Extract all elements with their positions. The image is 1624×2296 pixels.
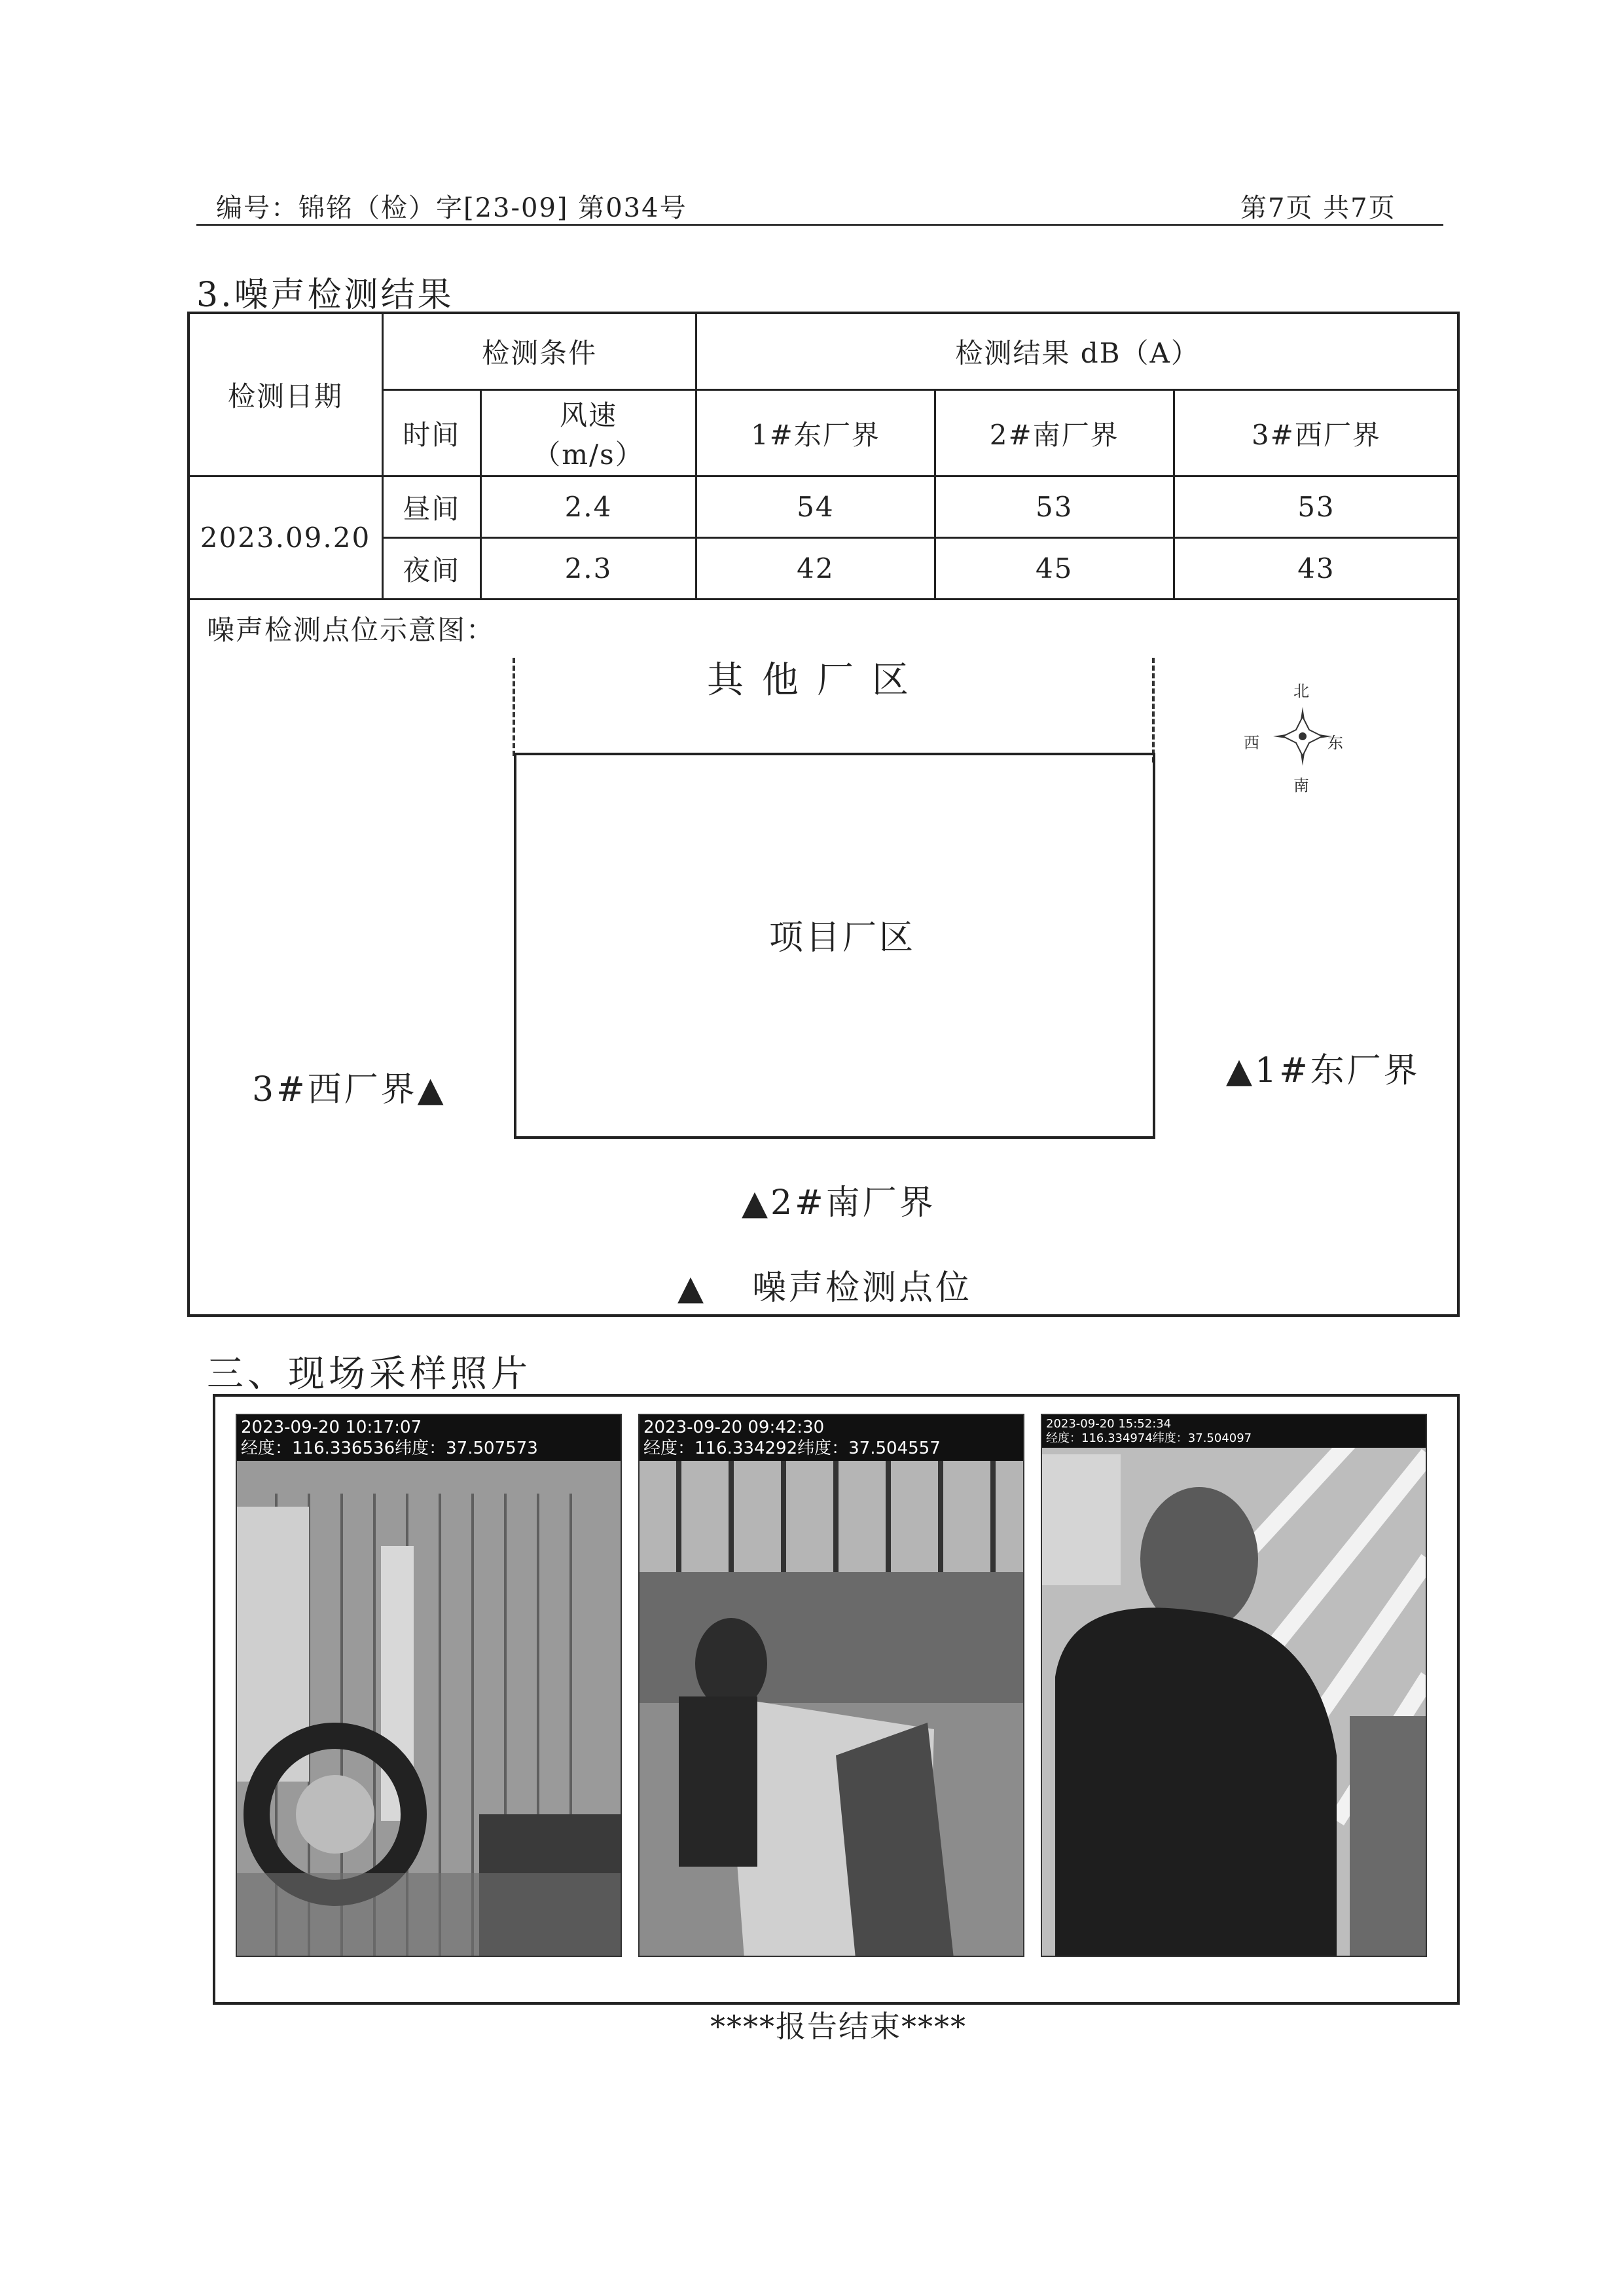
header-divider <box>196 224 1443 226</box>
period-cell: 夜间 <box>382 538 480 600</box>
value-cell: 54 <box>696 476 935 538</box>
value-cell: 42 <box>696 538 935 600</box>
site-photo-1 <box>236 1414 622 1957</box>
photos-title: 三、现场采样照片 <box>207 1353 532 1395</box>
photo-2-image <box>640 1415 1024 1957</box>
compass-south: 南 <box>1293 776 1309 795</box>
legend-text: 噪声检测点位 <box>752 1268 973 1308</box>
compass-star-icon <box>1270 704 1335 769</box>
diagram-legend <box>677 1260 972 1309</box>
photo-1-coords: 经度：116.336536纬度：37.507573 <box>241 1439 538 1458</box>
south-point-header: 2#南厂界 <box>935 390 1174 476</box>
photo-3-time: 2023-09-20 15:52:34 <box>1046 1417 1172 1431</box>
photo-2-coords: 经度：116.334292纬度：37.504557 <box>643 1439 941 1458</box>
wind-cell: 2.4 <box>480 476 696 538</box>
section-title: 3.噪声检测结果 <box>196 276 454 315</box>
period-cell: 昼间 <box>382 476 480 538</box>
report-number: 编号：锦铭（检）字[23-09] 第034号 <box>216 193 687 223</box>
compass-east: 东 <box>1327 734 1343 752</box>
value-cell: 43 <box>1174 538 1458 600</box>
table-row <box>189 476 1459 538</box>
other-area-right-boundary <box>1152 658 1155 762</box>
photo-2-time: 2023-09-20 09:42:30 <box>643 1418 825 1437</box>
site-photo-3 <box>1041 1414 1427 1957</box>
site-photo-2 <box>638 1414 1024 1957</box>
conditions-header: 检测条件 <box>382 313 696 390</box>
photo-1-time: 2023-09-20 10:17:07 <box>241 1418 422 1437</box>
wind-unit: （m/s） <box>533 438 644 471</box>
value-cell: 45 <box>935 538 1174 600</box>
other-area-label: 其他厂区 <box>707 659 927 702</box>
wind-header <box>480 390 696 476</box>
diagram-caption: 噪声检测点位示意图： <box>207 614 496 646</box>
report-end-mark: ****报告结束**** <box>710 2009 967 2044</box>
noise-results-table <box>187 312 1460 600</box>
project-area-label: 项目厂区 <box>769 918 916 958</box>
compass-west: 西 <box>1244 734 1259 752</box>
triangle-marker-icon: ▲ <box>677 1268 706 1308</box>
photo-3-stamp <box>1042 1415 1426 1448</box>
photo-2-stamp <box>640 1415 1023 1461</box>
wind-cell: 2.3 <box>480 538 696 600</box>
west-point-header: 3#西厂界 <box>1174 390 1458 476</box>
results-header: 检测结果 dB（A） <box>696 313 1459 390</box>
value-cell: 53 <box>1174 476 1458 538</box>
compass-rose <box>1237 674 1368 795</box>
compass-north: 北 <box>1293 682 1309 700</box>
value-cell: 53 <box>935 476 1174 538</box>
wind-label: 风速 <box>559 399 617 431</box>
south-boundary-point: ▲2#南厂界 <box>742 1183 936 1223</box>
photo-3-coords: 经度：116.334974纬度：37.504097 <box>1046 1431 1252 1445</box>
west-boundary-point: 3#西厂界▲ <box>252 1070 446 1109</box>
photo-1-image <box>237 1415 622 1957</box>
photo-1-stamp <box>237 1415 621 1461</box>
east-point-header: 1#东厂界 <box>696 390 935 476</box>
other-area-left-boundary <box>513 658 515 756</box>
east-boundary-point: ▲1#东厂界 <box>1226 1051 1420 1090</box>
date-header: 检测日期 <box>189 313 383 476</box>
time-header: 时间 <box>382 390 480 476</box>
photo-3-image <box>1042 1415 1427 1957</box>
page-info: 第7页 共7页 <box>1240 193 1396 223</box>
date-cell: 2023.09.20 <box>189 476 383 600</box>
